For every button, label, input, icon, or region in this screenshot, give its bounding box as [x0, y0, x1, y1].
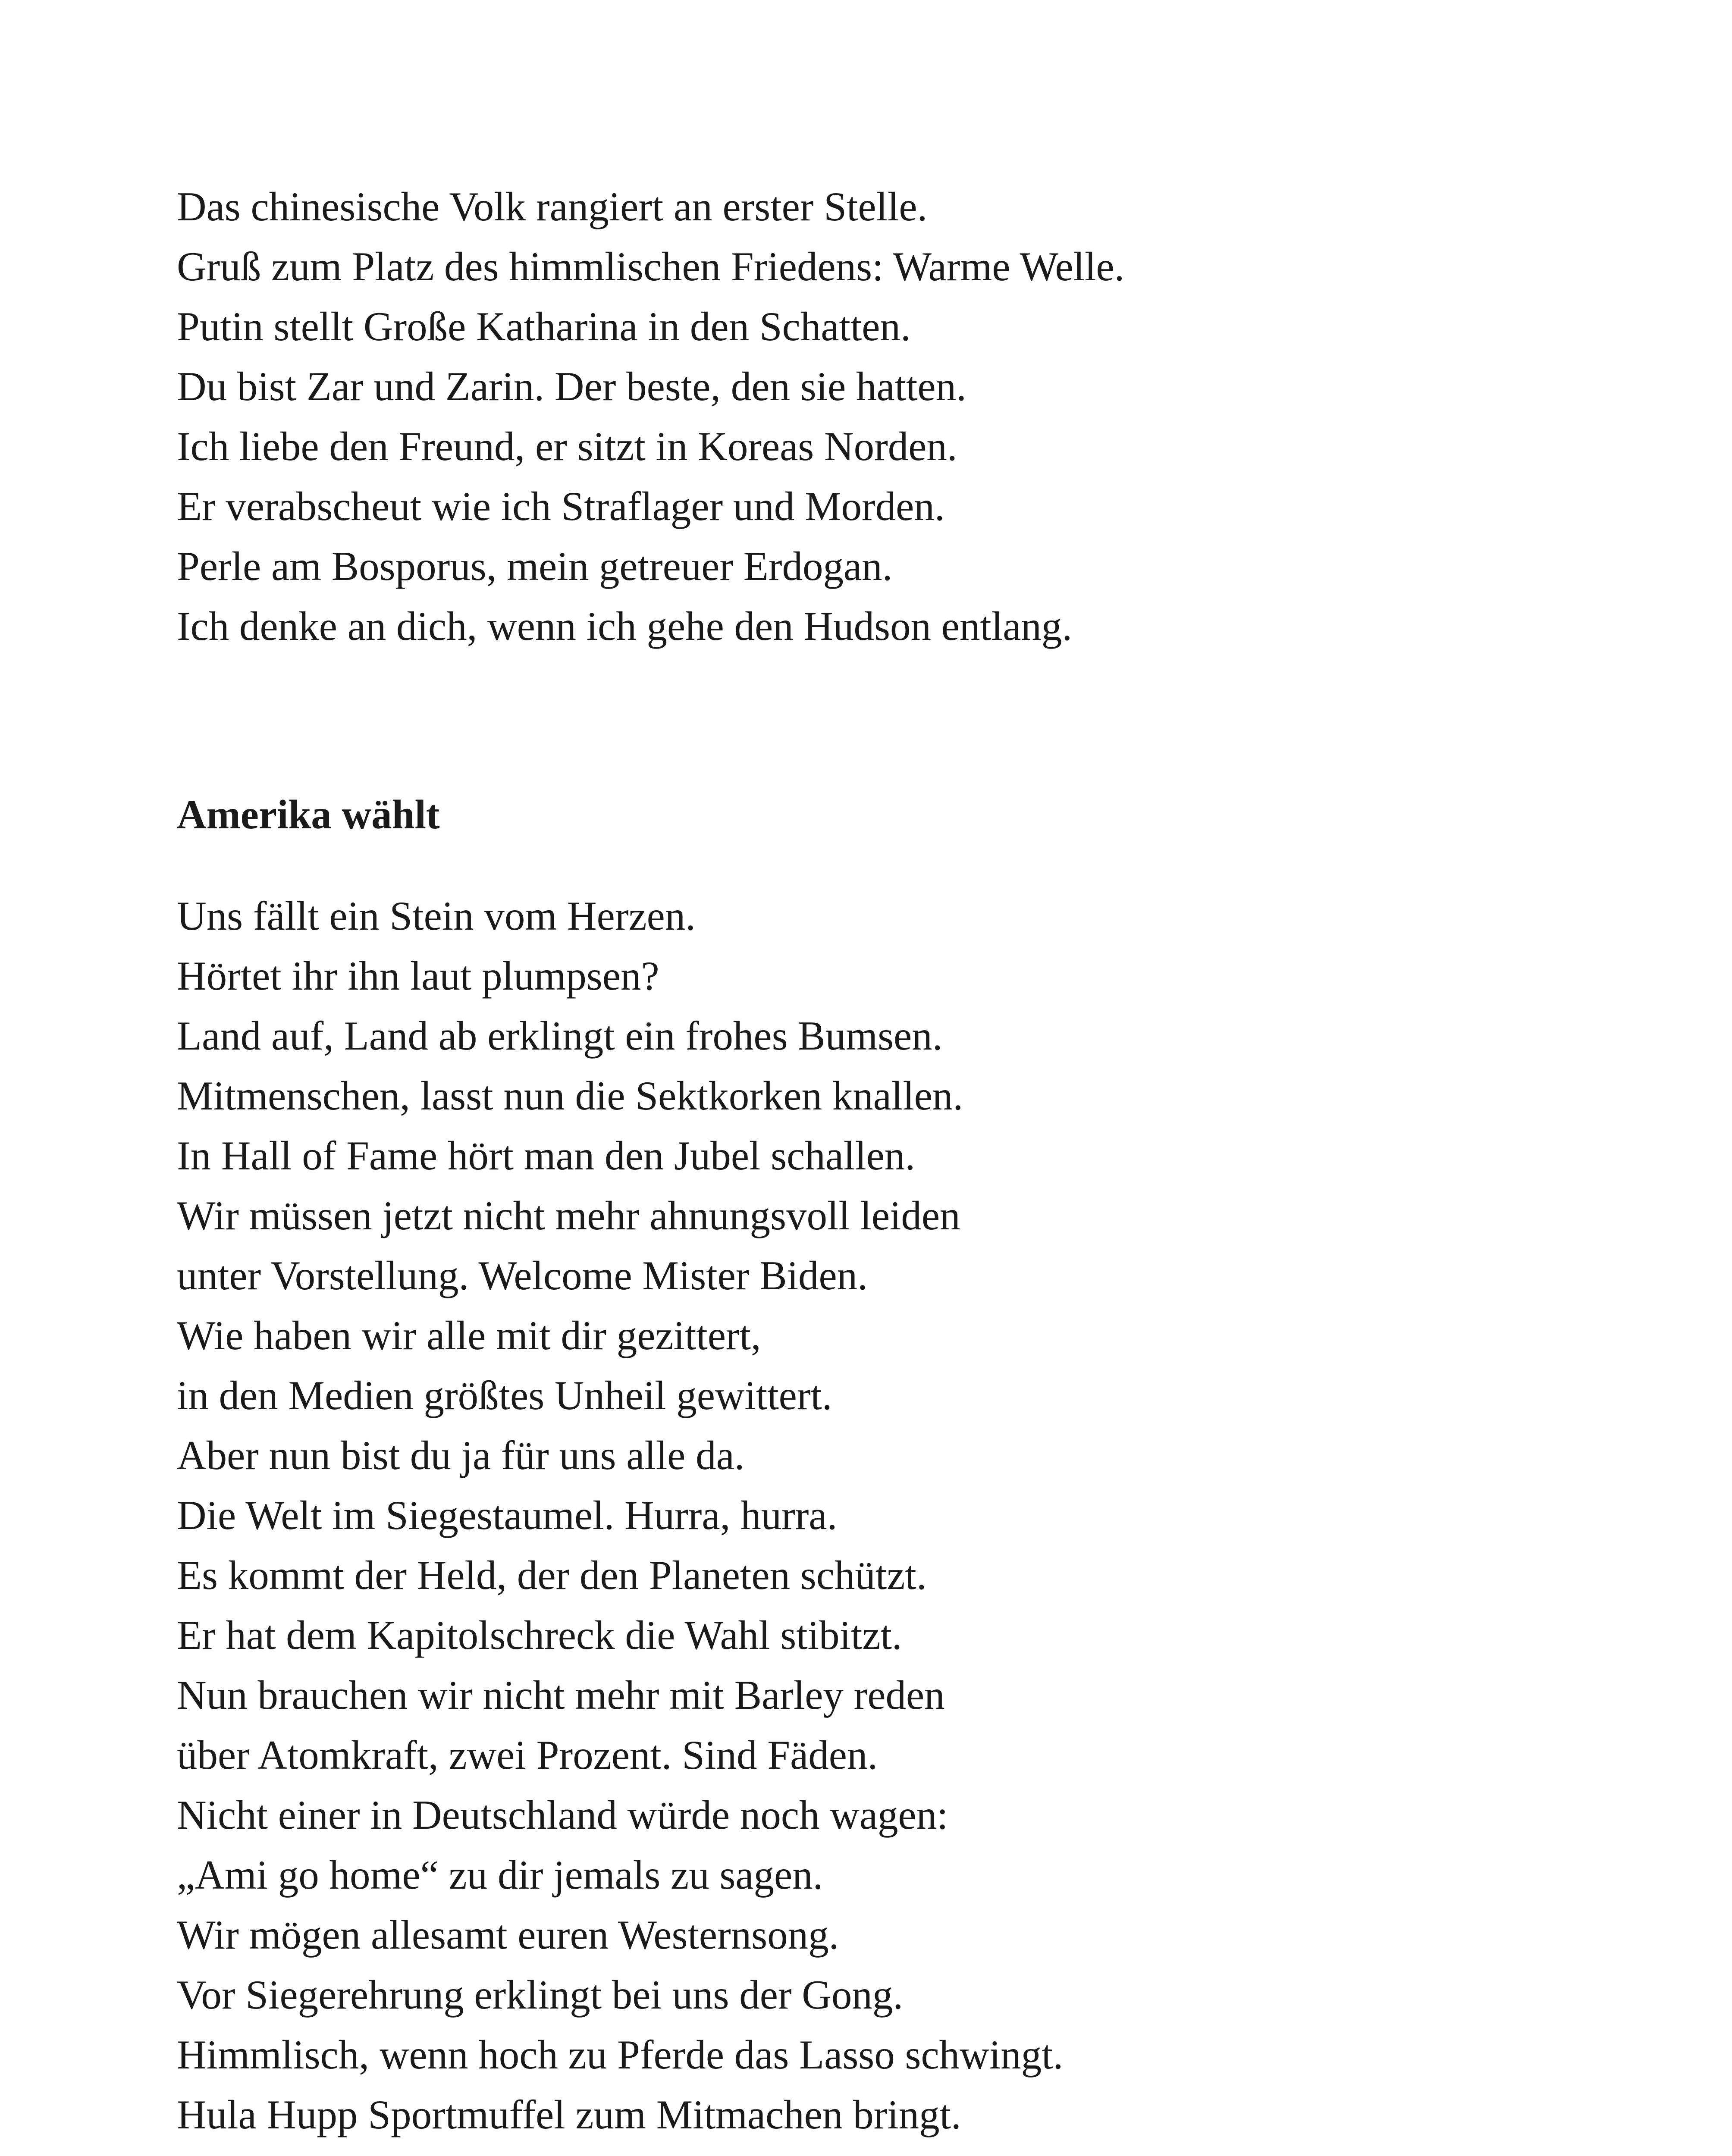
poem-line: in den Medien größtes Unheil gewittert.: [177, 1373, 832, 1418]
poem-line: Hörtet ihr ihn laut plumpsen?: [177, 953, 659, 999]
poem-line: Es kommt der Held, der den Planeten schützt.: [177, 1552, 927, 1598]
poem-line: Das chinesische Volk rangiert an erster Stelle.: [177, 184, 928, 229]
poem-line: Wir müssen jetzt nicht mehr ahnungsvoll leiden: [177, 1193, 960, 1238]
poem-line: Uns fällt ein Stein vom Herzen.: [177, 893, 696, 939]
poem-line: Mitmenschen, lasst nun die Sektkorken knallen.: [177, 1073, 963, 1119]
poem-body: [177, 886, 1063, 2145]
poem-line: unter Vorstellung. Welcome Mister Biden.: [177, 1253, 868, 1298]
poem-line: Die Welt im Siegestaumel. Hurra, hurra.: [177, 1492, 838, 1538]
poem-line: Wir mögen allesamt euren Westernsong.: [177, 1912, 839, 1958]
poem-line: Putin stellt Große Katharina in den Schatten.: [177, 304, 911, 349]
poem-line: Du bist Zar und Zarin. Der beste, den sie hatten.: [177, 364, 966, 409]
poem-line: Wie haben wir alle mit dir gezittert,: [177, 1313, 761, 1358]
poem-line: Himmlisch, wenn hoch zu Pferde das Lasso schwingt.: [177, 2032, 1064, 2078]
poem-line: In Hall of Fame hört man den Jubel schallen.: [177, 1133, 916, 1178]
poem-line: Er verabscheut wie ich Straflager und Morden.: [177, 483, 945, 529]
poem-line: Gruß zum Platz des himmlischen Friedens: Warme Welle.: [177, 244, 1125, 289]
poem-line: Ich denke an dich, wenn ich gehe den Hudson entlang.: [177, 603, 1073, 649]
poem-line: Nun brauchen wir nicht mehr mit Barley reden: [177, 1672, 945, 1718]
poem-line: über Atomkraft, zwei Prozent. Sind Fäden.: [177, 1732, 878, 1778]
poem-line: „Ami go home“ zu dir jemals zu sagen.: [177, 1852, 823, 1898]
poem-line: Ich liebe den Freund, er sitzt in Koreas Norden.: [177, 423, 957, 469]
poem-line: Hula Hupp Sportmuffel zum Mitmachen bringt.: [177, 2092, 961, 2137]
poem-line: Er hat dem Kapitolschreck die Wahl stibitzt.: [177, 1612, 902, 1658]
poem-line: Vor Siegerehrung erklingt bei uns der Gong.: [177, 1972, 904, 2018]
poem-line: Nicht einer in Deutschland würde noch wagen:: [177, 1792, 948, 1838]
previous-poem-ending: [177, 177, 1124, 656]
poem-line: Aber nun bist du ja für uns alle da.: [177, 1432, 745, 1478]
poem-line: Land auf, Land ab erklingt ein frohes Bumsen.: [177, 1013, 943, 1059]
poem-title: Amerika wählt: [177, 792, 440, 837]
poem-line: Perle am Bosporus, mein getreuer Erdogan.: [177, 543, 893, 589]
